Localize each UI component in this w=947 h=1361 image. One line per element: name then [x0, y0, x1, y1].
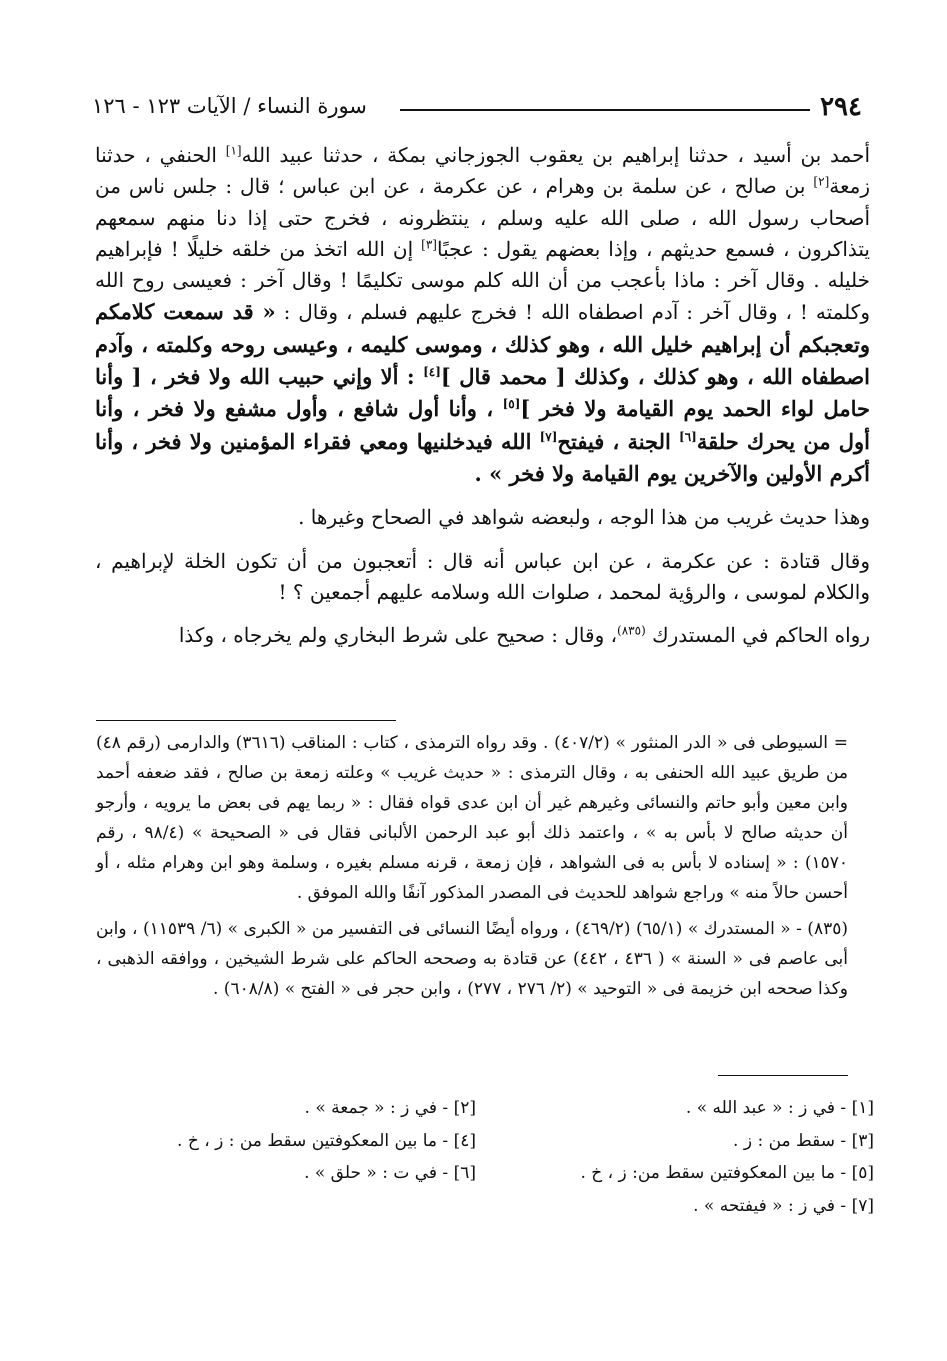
page-number: ٢٩٤ — [820, 92, 862, 122]
variants-column-left — [96, 1092, 476, 1190]
header-rule — [400, 109, 810, 111]
variant-ref-1: [١] — [225, 143, 242, 158]
variant-ref-3: [٣] — [421, 237, 437, 252]
page-header — [92, 92, 862, 126]
variant-1: [١] - في ز : « عبد الله » . — [685, 1098, 874, 1118]
footnote-continued: = السيوطى فى « الدر المنثور » (٤٠٧/٢) . وقد رواه الترمذى ، كتاب : المناقب (٣٦١٦) والدارمى (رقم ٤٨) من طريق عبيد الله الحنفى به ، وقال الترمذى : « حديث غريب » وعلته زمعة بن صالح ، فقد ضعفه أحمد وابن معين وأبو حاتم والنسائى وغيرهم غير أن ابن عدى قواه فقال : « ربما يهم فى بعض ما يرويه ، وأرجو أن حديثه صالح لا بأس به » ، واعتمد ذلك أبو عبد الرحمن الألبانى فقال فى « الصحيحة » (٩٨/٤ ، رقم ١٥٧٠) : « إسناده لا بأس به فى الشواهد ، فإن زمعة ، قرنه مسلم بغيره ، وسلمة وهو ابن وهرام مثله ، أو أحسن حالاً منه » وراجع شواهد للحديث فى المصدر المذكور آنفًا والله الموفق . — [96, 733, 849, 903]
variant-ref-2: [٢] — [813, 174, 830, 189]
variant-2: [٢] - في ز : « جمعة » . — [304, 1098, 476, 1118]
variants-column-right — [494, 1092, 874, 1222]
variant-ref-7: [٧] — [539, 429, 558, 444]
variant-ref-4: [٤] — [423, 365, 441, 380]
isnad-text: الحنفي ، حدثنا زمعة — [95, 143, 870, 199]
variant-5: [٥] - ما بين المعكوفتين سقط من: ز ، خ . — [580, 1163, 874, 1183]
variant-ref-5: [٥] — [502, 397, 521, 412]
narration-text: بن صالح ، عن سلمة بن وهرام ، عن عكرمة ، عن ابن عباس ؛ قال : جلس ناس من أصحاب رسول الله ، صلى الله عليه وسلم ، ينتظرونه ، فخرج حتى إذا دنا منهم سمعهم يتذاكرون ، فسمع حديثهم ، وإذا بعضهم يقول : عجبًا — [95, 174, 870, 261]
hakim-paragraph: رواه الحاكم في المستدرك $^{(٨٣٥)}$، وقال : صحيح على شرط البخاري ولم يخرجاه ، وكذا — [178, 623, 870, 648]
narration-text: إن الله اتخذ من خلقه خليلًا ! فإبراهيم خليله . وقال آخر : ماذا بأعجب من أن الله كلم موسى تكليمًا ! وقال آخر : فعيسى روح الله وكلمته ! ، وقال آخر : آدم اصطفاه الله ! فخرج عليهم فسلم ، وقال : — [95, 236, 870, 325]
gharib-paragraph: وهذا حديث غريب من هذا الوجه ، ولبعضه شواهد في الصحاح وغيرها . — [298, 505, 870, 530]
variant-6: [٦] - في ت : « حلق » . — [304, 1163, 476, 1183]
variant-ref-6: [٦] — [679, 429, 697, 444]
footnote-ref-835: (٨٣٥) — [617, 623, 646, 638]
running-title: سورة النساء / الآيات ١٢٣ - ١٢٦ — [92, 94, 367, 118]
variant-7: [٧] - في ز : « فيفتحه » . — [693, 1195, 874, 1216]
main-text — [95, 140, 870, 651]
variant-4: [٤] - ما بين المعكوفتين سقط من : ز ، خ . — [177, 1130, 476, 1151]
footnotes — [96, 728, 848, 1010]
footnote-835: (٨٣٥) - « المستدرك » (٦٥/١) (٤٦٩/٢) ، ورواه أيضًا النسائى فى التفسير من « الكبرى » (٦/ ١١٥٣٩) ، وابن أبى عاصم فى « السنة » ( ٤٣٦ ، ٤٤٢) عن قتادة به وصححه الحاكم على شرط الشيخين ، ووافقه الذهبى ، وكذا صححه ابن خزيمة فى « التوحيد » (٢/ ٢٧٦ ، ٢٧٧) ، وابن حجر فى « الفتح » (٦٠٨/٨) . — [96, 919, 848, 999]
variant-3: [٣] - سقط من : ز . — [733, 1130, 874, 1151]
variants-divider — [718, 1075, 848, 1076]
hadith-paragraph — [95, 140, 870, 490]
footnote-divider — [96, 720, 396, 721]
isnad-text: أحمد بن أسيد ، حدثنا إبراهيم بن يعقوب الجوزجاني بمكة ، حدثنا عبيد الله — [241, 143, 870, 167]
hadith-quote: « قد سمعت كلامكم وتعجبكم أن إبراهيم خليل الله ، وهو كذلك ، وموسى كليمه ، وعيسى روحه وكلمته ، وآدم اصطفاه الله ، وهو كذلك ، وكذلك [ محمد قال ][٤] : ألا وإني حبيب الله ولا فخر ، [ وأنا حامل لواء الحمد يوم القيامة ولا فخر ][٥] ، وأنا أول شافع ، وأول مشفع ولا فخر ، وأنا أول من يحرك حلقة[٦] الجنة ، فيفتح[٧] الله فيدخلنيها ومعي فقراء المؤمنين ولا فخر ، وأنا أكرم الأولين والآخرين يوم القيامة ولا فخر » . — [95, 299, 870, 486]
qatada-paragraph: وقال قتادة : عن عكرمة ، عن ابن عباس أنه قال : أتعجبون من أن تكون الخلة لإبراهيم ، والكلام لموسى ، والرؤية لمحمد ، صلوات الله وسلامه عليهم أجمعين ؟ ! — [95, 548, 870, 604]
